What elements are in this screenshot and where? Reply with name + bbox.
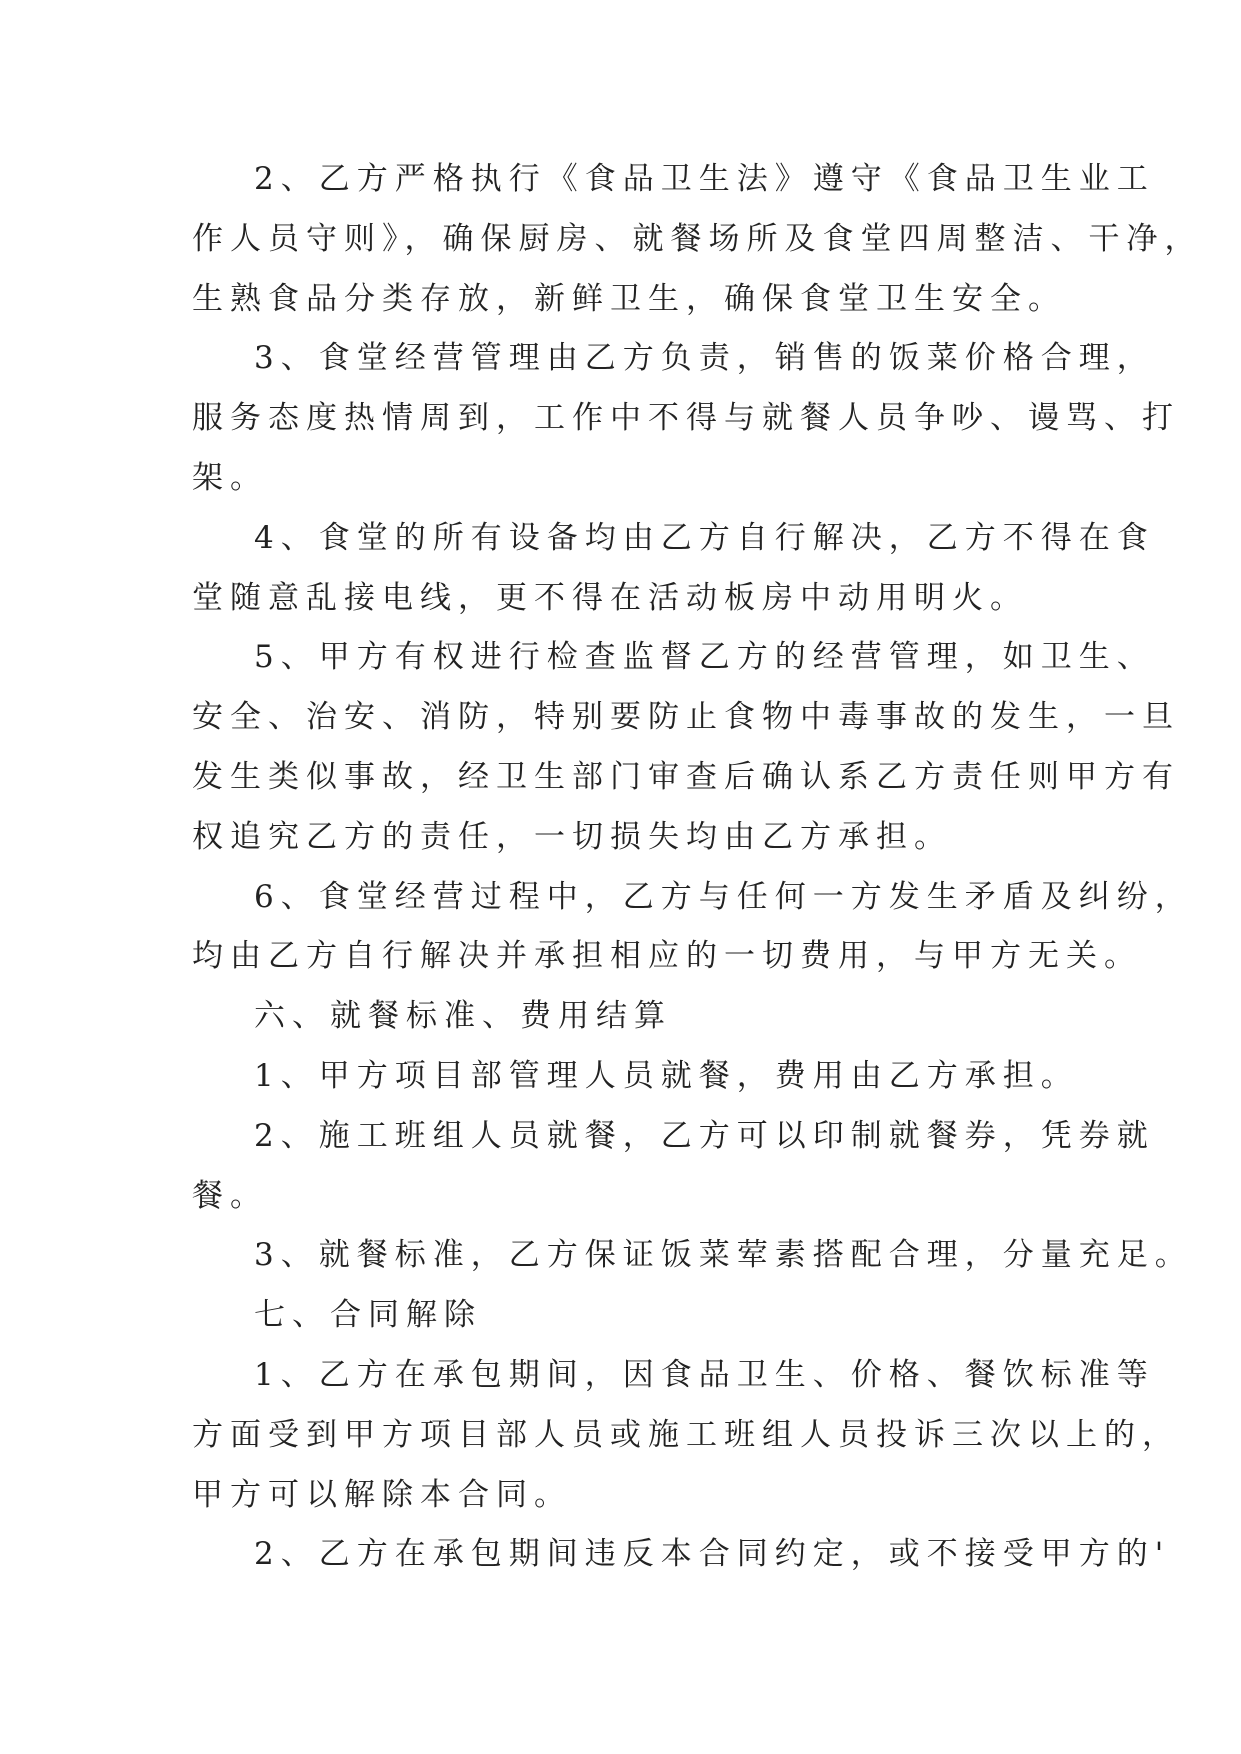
text-line: 均由乙方自行解决并承担相应的一切费用，与甲方无关。 [192,938,1142,975]
text-line: 作人员守则》，确保厨房、就餐场所及食堂四周整洁、干净， [192,220,1203,257]
text-line: 甲方可以解除本合同。 [192,1476,572,1513]
text-line: 六、就餐标准、费用结算 [254,998,672,1035]
section-heading [192,1286,1072,1346]
text-line: 堂随意乱接电线，更不得在活动板房中动用明火。 [192,579,1028,616]
text-line: 发生类似事故，经卫生部门审查后确认系乙方责任则甲方有 [192,758,1180,795]
text-line: 餐。 [192,1177,268,1214]
text-line: 2、施工班组人员就餐，乙方可以印制就餐券，凭券就 [254,1117,1155,1154]
paragraph [192,1047,1079,1107]
paragraph [192,509,1155,629]
text-line: 方面受到甲方项目部人员或施工班组人员投诉三次以上的， [192,1416,1180,1453]
text-line: 架。 [192,459,268,496]
document-page [192,150,1203,1585]
text-line: 1、甲方项目部管理人员就餐，费用由乙方承担。 [254,1057,1079,1094]
paragraph [192,1346,1180,1525]
text-line: 七、合同解除 [254,1297,482,1334]
text-line: 6、食堂经营过程中，乙方与任何一方发生矛盾及纠纷， [254,878,1193,915]
text-line: 服务态度热情周到，工作中不得与就餐人员争吵、谩骂、打 [192,400,1180,437]
text-line: 安全、治安、消防，特别要防止食物中毒事故的发生，一旦 [192,699,1180,736]
paragraph [192,1525,1171,1585]
section-heading [192,987,1072,1047]
paragraph [192,1107,1155,1227]
text-line: 权追究乙方的责任，一切损失均由乙方承担。 [192,818,952,855]
text-line: 5、甲方有权进行检查监督乙方的经营管理，如卫生、 [254,639,1155,676]
text-line: 2、乙方严格执行《食品卫生法》遵守《食品卫生业工 [254,161,1155,197]
paragraph [192,628,1180,867]
paragraph [192,150,1203,329]
text-line: 2、乙方在承包期间违反本合同约定，或不接受甲方的' [254,1536,1171,1573]
text-line: 3、就餐标准，乙方保证饭菜荤素搭配合理，分量充足。 [254,1237,1193,1274]
text-line: 4、食堂的所有设备均由乙方自行解决，乙方不得在食 [254,519,1155,556]
text-line: 3、食堂经营管理由乙方负责，销售的饭菜价格合理， [254,340,1155,377]
text-line: 生熟食品分类存放，新鲜卫生，确保食堂卫生安全。 [192,280,1066,317]
paragraph [192,1226,1193,1286]
paragraph [192,329,1180,508]
paragraph [192,868,1193,988]
text-line: 1、乙方在承包期间，因食品卫生、价格、餐饮标准等 [254,1356,1155,1393]
